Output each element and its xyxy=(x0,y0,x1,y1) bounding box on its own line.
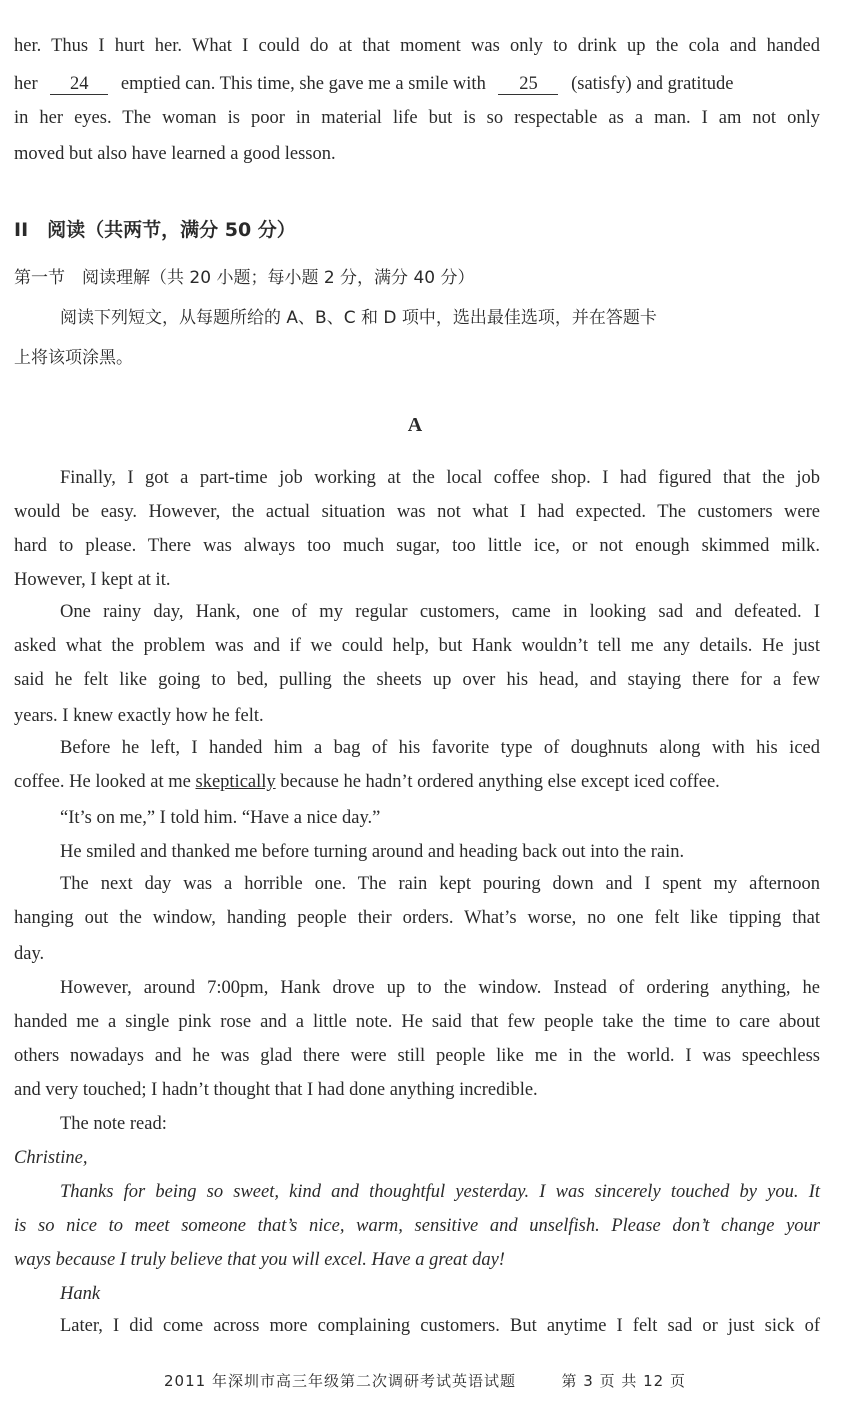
text-line: moved but also have learned a good lesson. xyxy=(14,144,336,164)
passage-line: Later, I did come across more complaining customers. But anytime I felt sad or just sick of xyxy=(60,1316,820,1336)
passage-line: He smiled and thanked me before turning around and heading back out into the rain. xyxy=(60,842,685,862)
text-line: in her eyes. The woman is poor in material life but is so respectable as a man. I am not only xyxy=(14,108,820,128)
note-signature: Hank xyxy=(60,1284,101,1304)
passage-line: would be easy. However, the actual situation was not what I had expected. The customers were xyxy=(14,502,820,522)
text-fragment: emptied can. This time, she gave me a smile with xyxy=(120,74,486,94)
passage-line: “It’s on me,” I told him. “Have a nice day.” xyxy=(60,808,381,828)
passage-line: and very touched; I hadn’t thought that I had done anything incredible. xyxy=(14,1080,538,1100)
section-heading: II 阅读（共两节，满分 50 分） xyxy=(14,219,296,241)
text-fragment: because he hadn’t ordered anything else except iced coffee. xyxy=(280,772,720,792)
passage-line: However, around 7:00pm, Hank drove up to the window. Instead of ordering anything, he xyxy=(60,978,820,998)
blank-24: 24 xyxy=(50,74,108,95)
blank-25: 25 xyxy=(498,74,558,95)
passage-line: said he felt like going to bed, pulling the sheets up over his head, and staying there for a few xyxy=(14,670,820,690)
text-fragment: coffee. He looked at me xyxy=(14,772,191,792)
passage-line: others nowadays and he was glad there were still people like me in the world. I was speechless xyxy=(14,1046,820,1066)
passage-line: The next day was a horrible one. The rain kept pouring down and I spent my afternoon xyxy=(60,874,820,894)
text-fragment: (satisfy) and gratitude xyxy=(571,74,734,94)
text-fragment: her xyxy=(14,74,38,94)
passage-line: The note read: xyxy=(60,1114,167,1134)
passage-label: A xyxy=(407,414,423,436)
passage-line: However, I kept at it. xyxy=(14,570,171,590)
page-footer xyxy=(0,1370,850,1391)
passage-line: Finally, I got a part-time job working at the local coffee shop. I had figured that the job xyxy=(60,468,820,488)
underlined-keyword: skeptically xyxy=(195,772,276,792)
passage-line: hard to please. There was always too much sugar, too little ice, or not enough skimmed milk. xyxy=(14,536,820,556)
exam-title: 2011 年深圳市高三年级第二次调研考试英语试题 xyxy=(164,1372,516,1390)
note-salutation: Christine, xyxy=(14,1148,88,1168)
passage-line: day. xyxy=(14,944,45,964)
note-line: is so nice to meet someone that’s nice, warm, sensitive and unselfish. Please don’t change your xyxy=(14,1216,820,1236)
passage-line: years. I knew exactly how he felt. xyxy=(14,706,264,726)
text-line-with-blanks xyxy=(14,72,820,96)
passage-line: Before he left, I handed him a bag of his favorite type of doughnuts along with his iced xyxy=(60,738,820,758)
passage-line: handed me a single pink rose and a little note. He said that few people take the time to care about xyxy=(14,1012,820,1032)
passage-line: asked what the problem was and if we could help, but Hank wouldn’t tell me any details. He just xyxy=(14,636,820,656)
text-line: her. Thus I hurt her. What I could do at that moment was only to drink up the cola and handed xyxy=(14,36,820,56)
instruction-line: 上将该项涂黑。 xyxy=(14,348,133,368)
passage-line: One rainy day, Hank, one of my regular customers, came in looking sad and defeated. I xyxy=(60,602,820,622)
subsection-heading: 第一节 阅读理解（共 20 小题；每小题 2 分，满分 40 分） xyxy=(14,268,475,288)
page-number: 第 3 页 共 12 页 xyxy=(561,1372,686,1390)
note-line: ways because I truly believe that you will excel. Have a great day! xyxy=(14,1250,505,1270)
passage-line-with-keyword xyxy=(14,770,820,794)
instruction-line: 阅读下列短文，从每题所给的 A、B、C 和 D 项中，选出最佳选项，并在答题卡 xyxy=(60,308,657,328)
note-line: Thanks for being so sweet, kind and thoughtful yesterday. I was sincerely touched by you. It xyxy=(60,1182,820,1202)
passage-line: hanging out the window, handing people their orders. What’s worse, no one felt like tipping that xyxy=(14,908,820,928)
